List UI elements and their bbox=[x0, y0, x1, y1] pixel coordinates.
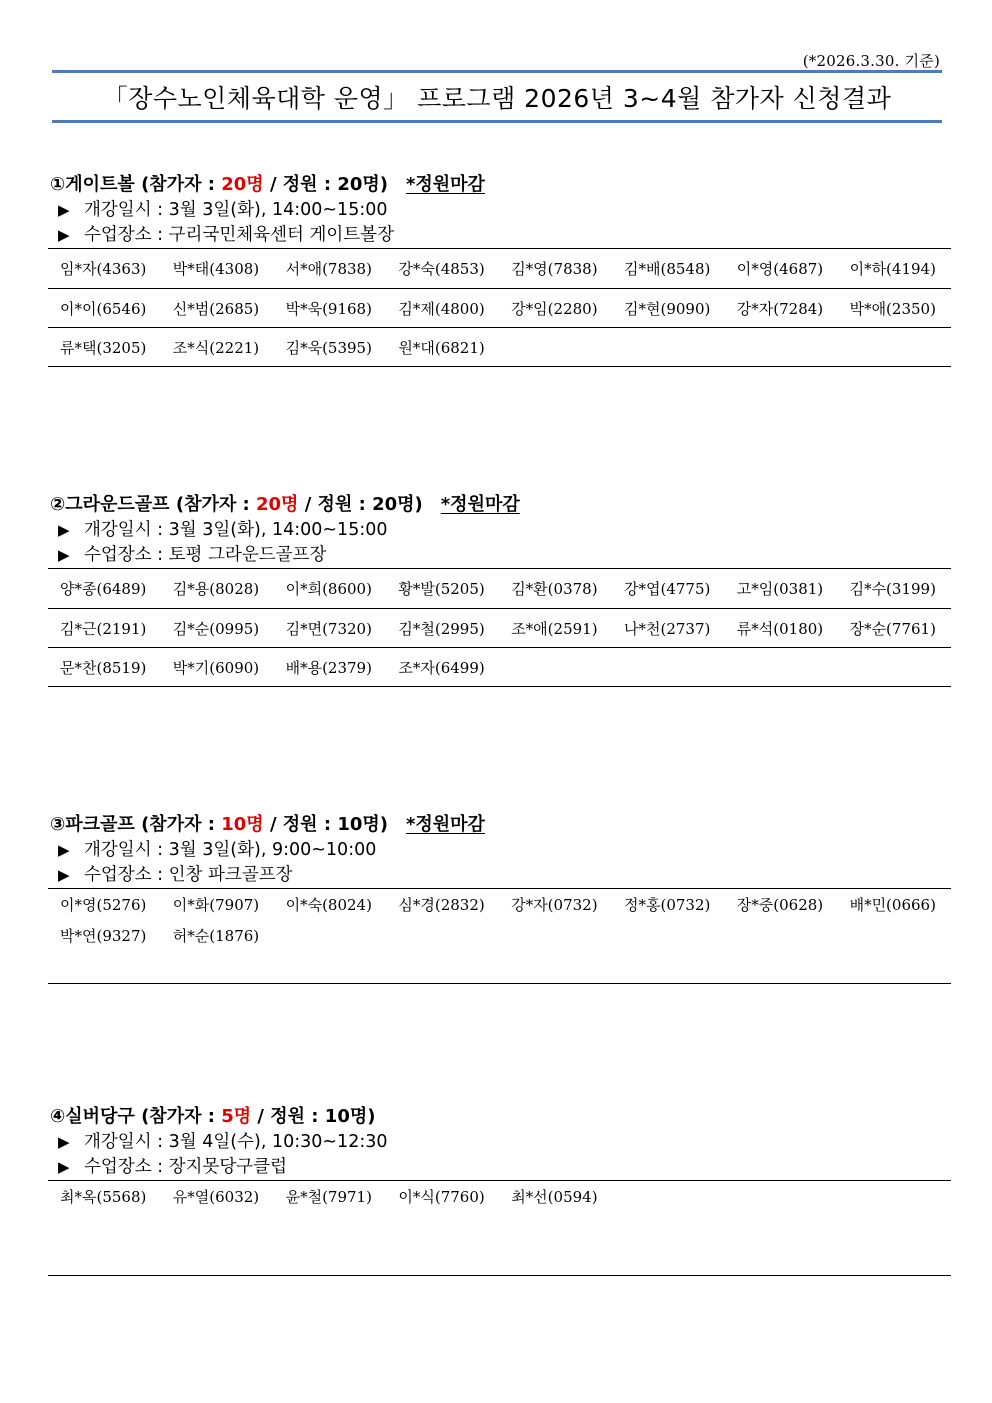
capacity-count: 10명) bbox=[337, 814, 388, 835]
participant-cell: 문*찬(8519) bbox=[60, 658, 147, 677]
table-row bbox=[48, 288, 951, 327]
participant-cell: 심*경(2832) bbox=[398, 896, 485, 914]
participant-cell: 김*근(2191) bbox=[60, 619, 147, 638]
table-row bbox=[48, 647, 951, 686]
program-name: ④실버당구 bbox=[50, 1106, 135, 1127]
table-row bbox=[48, 327, 951, 366]
participant-cell: 이*화(7907) bbox=[172, 896, 260, 914]
participant-cell: 김*순(0995) bbox=[172, 619, 260, 638]
participant-cell: 임*자(4363) bbox=[60, 260, 147, 278]
participant-cell: 류*석(0180) bbox=[736, 619, 824, 638]
participant-table bbox=[48, 888, 951, 984]
triangle-right-icon: ▶ bbox=[58, 201, 70, 219]
triangle-right-icon: ▶ bbox=[58, 546, 70, 564]
section-ground-golf bbox=[48, 492, 951, 687]
venue-line bbox=[48, 1155, 951, 1180]
participant-cell: 박*태(4308) bbox=[172, 260, 260, 278]
participant-cell: 서*애(7838) bbox=[285, 260, 372, 278]
venue-line bbox=[48, 223, 951, 248]
participants-count: 20명 bbox=[256, 494, 299, 515]
participant-cell: 원*대(6821) bbox=[398, 338, 485, 357]
participant-cell: 최*선(0594) bbox=[511, 1188, 598, 1206]
participant-cell: 김*면(7320) bbox=[285, 619, 372, 638]
participant-cell: 김*제(4800) bbox=[398, 299, 485, 318]
participants-count: 10명 bbox=[221, 814, 264, 835]
participants-label: (참가자 : bbox=[175, 494, 250, 515]
participant-cell: 배*민(0666) bbox=[849, 896, 936, 914]
title-box bbox=[52, 70, 942, 123]
participant-table bbox=[48, 568, 951, 687]
participant-cell: 김*현(9090) bbox=[623, 299, 711, 318]
venue-text: 수업장소 : 인창 파크골프장 bbox=[84, 865, 293, 885]
participant-cell: 이*식(7760) bbox=[398, 1188, 485, 1206]
participants-label: (참가자 : bbox=[141, 1106, 215, 1127]
participant-cell: 정*홍(0732) bbox=[623, 896, 711, 914]
triangle-right-icon: ▶ bbox=[58, 841, 70, 859]
participant-cell: 이*희(8600) bbox=[285, 580, 372, 598]
section-silver-billiards bbox=[48, 1104, 951, 1276]
section-park-golf bbox=[48, 812, 951, 984]
participant-cell: 조*애(2591) bbox=[511, 619, 598, 638]
section-gateball bbox=[48, 172, 951, 367]
participant-cell: 강*엽(4775) bbox=[623, 580, 711, 598]
triangle-right-icon: ▶ bbox=[58, 1158, 70, 1176]
participant-cell: 강*숙(4853) bbox=[398, 260, 485, 278]
program-name: ②그라운드골프 bbox=[50, 494, 170, 515]
participant-cell: 이*이(6546) bbox=[60, 299, 147, 318]
participant-cell: 장*중(0628) bbox=[736, 896, 824, 914]
participant-cell: 양*종(6489) bbox=[60, 580, 147, 598]
capacity-label: / 정원 : bbox=[304, 494, 366, 515]
table-row bbox=[48, 249, 951, 288]
closed-notice: *정원마감 bbox=[405, 174, 485, 195]
schedule-line bbox=[48, 518, 951, 543]
program-name: ③파크골프 bbox=[50, 814, 135, 835]
participant-cell: 류*택(3205) bbox=[60, 338, 147, 357]
participant-cell: 강*자(0732) bbox=[511, 896, 598, 914]
participant-cell: 장*순(7761) bbox=[849, 619, 936, 638]
participant-cell: 김*환(0378) bbox=[511, 580, 598, 598]
capacity-count: 10명) bbox=[324, 1106, 376, 1127]
participant-cell: 김*수(3199) bbox=[849, 580, 936, 598]
participant-cell: 배*용(2379) bbox=[285, 658, 372, 677]
participant-cell: 나*천(2737) bbox=[623, 619, 711, 638]
capacity-label: / 정원 : bbox=[269, 174, 332, 195]
triangle-right-icon: ▶ bbox=[58, 521, 70, 539]
venue-line bbox=[48, 863, 951, 888]
capacity-label: / 정원 : bbox=[257, 1106, 319, 1127]
schedule-text: 개강일시 : 3월 3일(화), 14:00~15:00 bbox=[84, 200, 388, 220]
participants-label: (참가자 : bbox=[141, 814, 215, 835]
venue-line bbox=[48, 543, 951, 568]
participant-cell: 최*옥(5568) bbox=[60, 1188, 147, 1206]
participant-cell: 김*영(7838) bbox=[511, 260, 598, 278]
venue-text: 수업장소 : 구리국민체육센터 게이트볼장 bbox=[84, 225, 394, 245]
schedule-line bbox=[48, 1130, 951, 1155]
triangle-right-icon: ▶ bbox=[58, 1133, 70, 1151]
venue-text: 수업장소 : 토평 그라운드골프장 bbox=[84, 545, 327, 565]
participants-label: (참가자 : bbox=[141, 174, 215, 195]
table-row bbox=[48, 889, 951, 920]
schedule-line bbox=[48, 838, 951, 863]
table-row bbox=[48, 608, 951, 647]
participant-cell: 강*자(7284) bbox=[736, 299, 824, 318]
participant-table bbox=[48, 248, 951, 367]
closed-notice: *정원마감 bbox=[440, 494, 520, 515]
participant-cell: 이*영(5276) bbox=[60, 896, 147, 914]
section-heading bbox=[48, 492, 951, 518]
participant-cell: 윤*철(7971) bbox=[285, 1188, 372, 1206]
schedule-text: 개강일시 : 3월 4일(수), 10:30~12:30 bbox=[84, 1132, 388, 1152]
participant-cell: 박*기(6090) bbox=[172, 658, 260, 677]
section-heading bbox=[48, 172, 951, 198]
participant-cell: 신*범(2685) bbox=[172, 299, 260, 318]
participant-cell: 박*욱(9168) bbox=[285, 299, 372, 318]
schedule-text: 개강일시 : 3월 3일(화), 14:00~15:00 bbox=[84, 520, 388, 540]
participant-cell: 허*순(1876) bbox=[172, 927, 260, 945]
participant-cell: 황*발(5205) bbox=[398, 580, 485, 598]
schedule-line bbox=[48, 198, 951, 223]
participants-count: 5명 bbox=[221, 1106, 252, 1127]
participant-cell: 이*영(4687) bbox=[736, 260, 824, 278]
participant-cell: 김*욱(5395) bbox=[285, 338, 372, 357]
table-row bbox=[48, 1181, 951, 1212]
triangle-right-icon: ▶ bbox=[58, 866, 70, 884]
page-title: 「장수노인체육대학 운영」 프로그램 2026년 3~4월 참가자 신청결과 bbox=[102, 83, 892, 113]
participant-cell: 김*철(2995) bbox=[398, 619, 485, 638]
schedule-text: 개강일시 : 3월 3일(화), 9:00~10:00 bbox=[84, 840, 377, 860]
participant-cell: 유*열(6032) bbox=[172, 1188, 260, 1206]
capacity-count: 20명) bbox=[372, 494, 423, 515]
capacity-count: 20명) bbox=[337, 174, 388, 195]
as-of-date: (*2026.3.30. 기준) bbox=[802, 52, 940, 70]
participant-cell: 고*임(0381) bbox=[736, 580, 824, 598]
venue-text: 수업장소 : 장지못당구클럽 bbox=[84, 1157, 287, 1177]
participant-cell: 이*하(4194) bbox=[849, 260, 936, 278]
section-heading bbox=[48, 1104, 951, 1130]
participant-cell: 김*배(8548) bbox=[623, 260, 711, 278]
participant-cell: 이*숙(8024) bbox=[285, 896, 372, 914]
table-row bbox=[48, 569, 951, 608]
participant-table bbox=[48, 1180, 951, 1276]
capacity-label: / 정원 : bbox=[269, 814, 332, 835]
participant-cell: 박*연(9327) bbox=[60, 927, 147, 945]
triangle-right-icon: ▶ bbox=[58, 226, 70, 244]
section-heading bbox=[48, 812, 951, 838]
closed-notice: *정원마감 bbox=[405, 814, 485, 835]
participant-cell: 김*용(8028) bbox=[172, 580, 260, 598]
participant-cell: 조*자(6499) bbox=[398, 658, 485, 677]
participants-count: 20명 bbox=[221, 174, 264, 195]
participant-cell: 강*임(2280) bbox=[511, 299, 598, 318]
participant-cell: 조*식(2221) bbox=[172, 338, 260, 357]
table-row bbox=[48, 920, 951, 951]
program-name: ①게이트볼 bbox=[50, 174, 135, 195]
participant-cell: 박*애(2350) bbox=[849, 299, 936, 318]
